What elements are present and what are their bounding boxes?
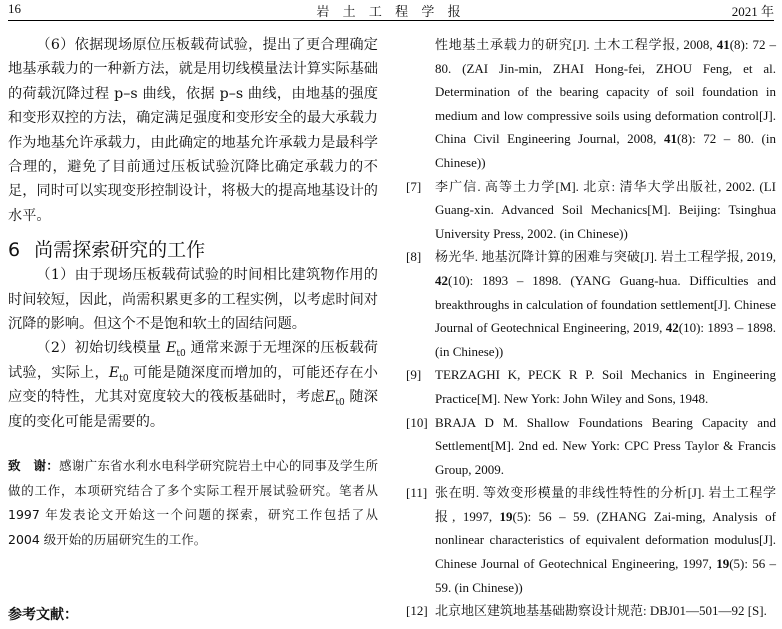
references-list xyxy=(406,33,776,623)
reference-item: [12] 北京地区建筑地基基础勘察设计规范: DBJ01—501—92 [S]. xyxy=(406,603,767,619)
journal-title: 岩 土 工 程 学 报 xyxy=(316,4,466,19)
reference-item: [7] 李广信. 高等土力学[M]. 北京: 清华大学出版社, 2002. (LI Guang-xin. Advanced Soil Mechanics[M]. Beijing: Tsinghua University Press, 2002. (in Chinese)) xyxy=(406,178,776,241)
modulus-symbol: E xyxy=(324,389,336,406)
ack-label: 致 谢： xyxy=(8,458,60,474)
conclusion-paragraph-6: （6）依据现场原位压板载荷试验，提出了更合理确定地基承载力的一种新方法，就是用切线模量法计算实际基础的荷载沉降过程 p–s 曲线，依据 p–s 曲线，由地基的强度和变形双控的方法，确定满足强度和变形安全的最大承载力作为地基允许承载力，由此确定的地基允许承载力是最科学合理的，避免了目前通过压板试验沉降比确定承载力的不足，同时可以实现变形控制设计，将极大的提高地基设计的水平。 xyxy=(8,37,378,224)
section-title: 尚需探索研究的工作 xyxy=(34,239,206,262)
future-work-item-2: （2）初始切线模量 $E_{t0}$ 通常来源于无埋深的压板载荷试验，实际上，$E_{t0}$ 可能是随深度而增加的，可能还存在小应变的特性，尤其对宽度较大的筏板基础时，考虑$E_{t0}$ 随深度的变化可能是需要的。 xyxy=(8,340,378,430)
acknowledgement xyxy=(8,454,378,552)
section-number: 6 xyxy=(8,239,21,262)
reference-item: [11] 张在明. 等效变形模量的非线性特性的分析[J]. 岩土工程学报, 1997, 19(5): 56 – 59. (ZHANG Zai-ming, Analysis of nonlinear characteristics of equivalent deformation modulus[J]. Chinese Journal of Geotechnical Engineering, 1997, 19(5): 56 – 59. (in Chinese)) xyxy=(406,485,776,595)
page-header xyxy=(8,0,774,21)
modulus-subscript: t0 xyxy=(119,373,129,384)
modulus-symbol: E xyxy=(108,364,120,381)
modulus-symbol: E xyxy=(166,340,177,357)
ack-text: 感谢广东省水利水电科学研究院岩土中心的同事及学生所做的工作，本项研究结合了多个实际工程开展试验研究。笔者从 1997 年发表论文开始这一个问题的探索，研究工作包括了从 2004 级开始的历届研究生的工作。 xyxy=(8,458,378,547)
modulus-subscript: t0 xyxy=(335,398,345,409)
reference-item: 性地基土承载力的研究[J]. 土木工程学报, 2008, 41(8): 72 – 80. (ZAI Jin-min, ZHAI Hong-fei, ZHOU Feng, et al. Determination of the bearing capacity of soil foundation in medium and low compressive soils using deformation control[J]. China Civil Engineering Journal, 2008, 41(8): 72 – 80. (in Chinese)) xyxy=(435,37,776,170)
reference-item: [10] BRAJA D M. Shallow Foundations Bearing Capacity and Settlement[M]. 2nd ed. New York: CPC Press Taylor & Francis Group, 2009. xyxy=(406,414,776,477)
journal-year: 2021 年 xyxy=(731,4,774,19)
reference-item: [9] TERZAGHI K, PECK R P. Soil Mechanics in Engineering Practice[M]. New York: John Wiley and Sons, 1948. xyxy=(406,367,776,406)
reference-item: [8] 杨光华. 地基沉降计算的困难与突破[J]. 岩土工程学报, 2019, 42(10): 1893 – 1898. (YANG Guang-hua. Difficulties and breakthroughs in calculation of foundation settlement[J]. Chinese Journal of Geotechnical Engineering, 2019, 42(10): 1893 – 1898. (in Chinese)) xyxy=(406,249,776,359)
future-work-item-1: （1）由于现场压板载荷试验的时间相比建筑物作用的时间较短，因此，尚需积累更多的工程实例，以考虑时间对沉降的影响。但这个不是饱和软土的固结问题。 xyxy=(8,267,378,333)
page-number: 16 xyxy=(8,1,21,16)
modulus-subscript: t0 xyxy=(176,349,186,360)
section-heading xyxy=(8,237,378,263)
references-heading: 参考文献： xyxy=(8,607,78,623)
left-column xyxy=(8,33,378,623)
